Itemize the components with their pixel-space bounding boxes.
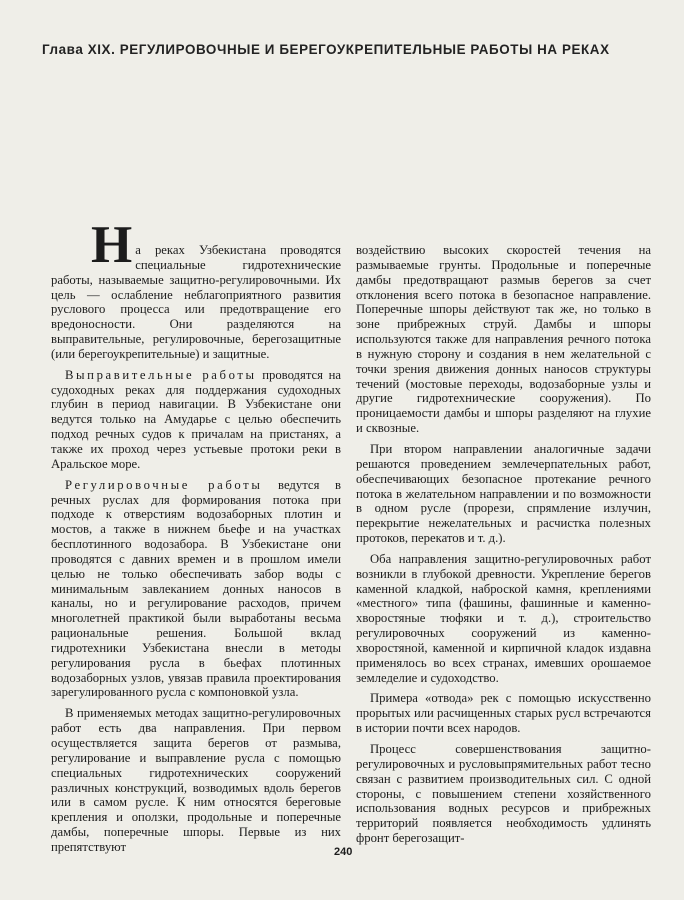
paragraph: Процесс совершенствования защитно-регулировочных и русловыпрямительных работ тесно связан с развитием производительных сил. С одной стороны, с повышением степени хозяйственного использования водных ресурсов и прибрежных территорий появляется необходимость удлинять фронт берегозащит- <box>356 742 651 846</box>
paragraph-text: а реках Узбекистана проводятся специальные гидротехнические работы, называемые защитно-регулировочными. Их цель — ослабление неблагоприятного развития руслового процесса или предотвращение его вредоносности. Они разделяются на выправительные, регулировочные, берегозащитные (или берегоукрепительные) и защитные. <box>51 243 341 361</box>
chapter-header <box>42 42 642 57</box>
paragraph: При втором направлении аналогичные задачи решаются проведением землечерпательных работ, обеспечивающих безопасное протекание речного потока в желательном направлении и по возможности в одном русле (прорези, спрямление излучин, перекрытие нежелательных и расчистка полезных протоков, перекатов и т. д.). <box>356 441 651 546</box>
paragraph-text: проводятся на судоходных реках для поддержания судоходных глубин в период навигации. В Узбекистане они ведутся только на Амударье с целью обеспечить подход речных судов к причалам на пристанях, а также их проход через устьевые протоки реки в Аральское море. <box>51 367 341 471</box>
right-column <box>356 243 651 852</box>
paragraph: воздействию высоких скоростей течения на размываемые грунты. Продольные и поперечные дамбы предотвращают размыв берегов за счет отклонения всего потока в безопасное направление. Поперечные шпоры действуют так же, но только в зоне прибрежных струй. Дамбы и шпоры используются также для направления речного потока в нужную сторону и создания в нем желательной с точки зрения движения донных наносов структуры течений (мостовые переходы, водозаборные узлы и другие гидротехнические сооружения). По проницаемости дамбы и шпоры разделяют на глухие и сквозные. <box>356 243 651 436</box>
paragraph <box>51 478 341 701</box>
paragraph: Оба направления защитно-регулировочных работ возникли в глубокой древности. Укрепление берегов каменной кладкой, наброской камня, креплениями «местного» типа (фашины, фашинные и каменно-хворостяные тюфяки и т. д.), строительство регулировочных сооружений из каменно-хворостяной, каменной и кирпичной кладок издавна применялось во всех странах, имевших орошаемое земледелие и судоходство. <box>356 551 651 685</box>
paragraph <box>51 368 341 472</box>
term: Выправительные работы <box>65 367 257 382</box>
paragraph-text: ведутся в речных руслах для формирования потока при подходе к отверстиям водозаборных плотин и мостов, а также в нижнем бьефе и на участках бесплотинного водозабора. В Узбекистане они проводятся с давних времен и в прошлом имели целью не только обеспечивать забор воды с минимальным завлеканием донных наносов в каналы, но и регулирование расходов, причем многолетней практикой были выработаны весьма рациональные решения. Большой вклад гидротехники Узбекистана внесли в методы регулирования русла в бьефах плотинных водозаборных узлов, увязав правила проектирования зарегулированного русла с компоновкой узла. <box>51 477 341 700</box>
drop-cap: Н <box>91 216 133 274</box>
term: Регулировочные работы <box>65 477 263 492</box>
paragraph: Примера «отвода» рек с помощью искусственно прорытых или расчищенных старых русл встречаются в истории почти всех народов. <box>356 691 651 736</box>
chapter-label: Глава XIX. <box>42 42 116 57</box>
chapter-title: РЕГУЛИРОВОЧНЫЕ И БЕРЕГОУКРЕПИТЕЛЬНЫЕ РАБОТЫ НА РЕКАХ <box>119 42 610 57</box>
paragraph <box>51 216 341 362</box>
page-number: 240 <box>334 846 353 858</box>
left-column <box>51 216 341 861</box>
paragraph: В применяемых методах защитно-регулировочных работ есть два направления. При первом осуществляется защита берегов от размыва, регулирование и выправление русла с помощью специальных гидротехнических сооружений различных конструкций, возводимых вдоль берегов или в самом русле. К ним относятся береговые крепления и оползки, продольные и поперечные дамбы, поперечные шпоры. Первые из них препятствуют <box>51 706 341 854</box>
